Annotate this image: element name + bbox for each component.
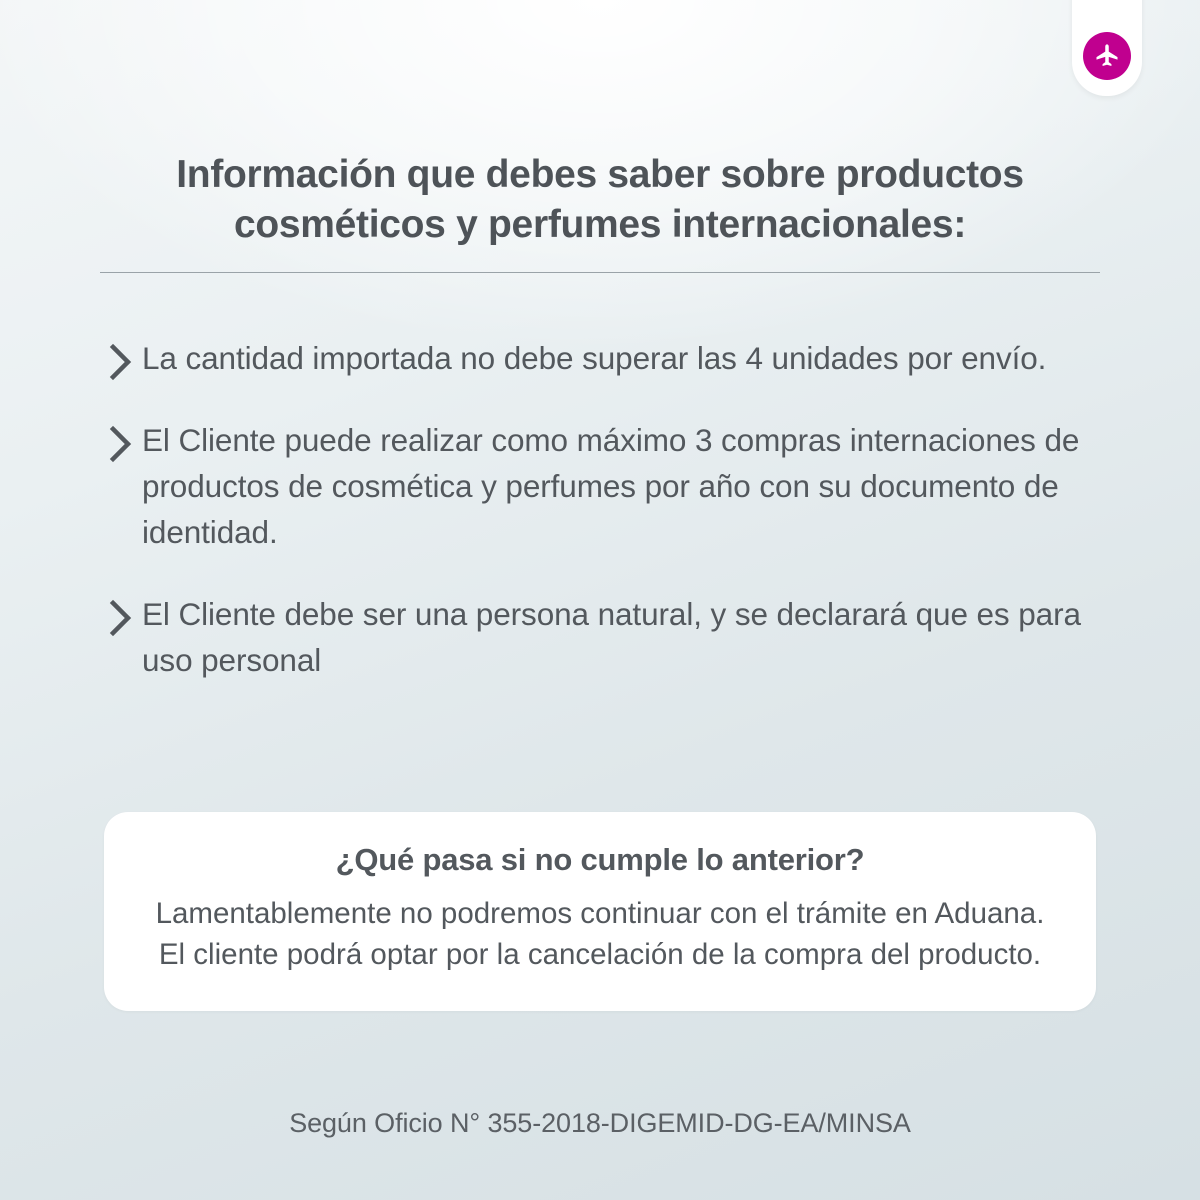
page-title — [100, 150, 1100, 273]
list-item-text: La cantidad importada no debe superar las 4 unidades por envío. — [142, 340, 1047, 376]
list-item — [100, 592, 1110, 684]
list-item — [100, 418, 1110, 556]
page-title-text — [100, 150, 1100, 250]
list-item-text: El Cliente puede realizar como máximo 3 compras internaciones de productos de cosmética y perfumes por año con su documento de identidad. — [142, 422, 1080, 550]
consequence-note — [104, 812, 1096, 1011]
badge-circle — [1083, 32, 1131, 80]
airplane-badge — [1072, 0, 1142, 96]
note-title: ¿Qué pasa si no cumple lo anterior? — [335, 842, 865, 877]
list-item-text: El Cliente debe ser una persona natural, y se declarará que es para uso personal — [142, 595, 1081, 678]
title-divider — [100, 272, 1100, 273]
chevron-right-icon — [100, 592, 142, 638]
page-title-line1: Información que debes saber sobre productos — [176, 153, 1024, 196]
requirements-list — [100, 336, 1110, 720]
page-title-line2: cosméticos y perfumes internacionales: — [233, 202, 967, 246]
chevron-right-icon — [100, 336, 142, 382]
note-body: Lamentablemente no podremos continuar con el trámite en Aduana. El cliente podrá optar por la cancelación de la compra del producto. — [155, 897, 1045, 971]
list-item — [100, 336, 1110, 382]
legal-footer: Según Oficio N° 355-2018-DIGEMID-DG-EA/MINSA — [289, 1108, 911, 1138]
airplane-icon — [1093, 42, 1121, 70]
chevron-right-icon — [100, 418, 142, 464]
